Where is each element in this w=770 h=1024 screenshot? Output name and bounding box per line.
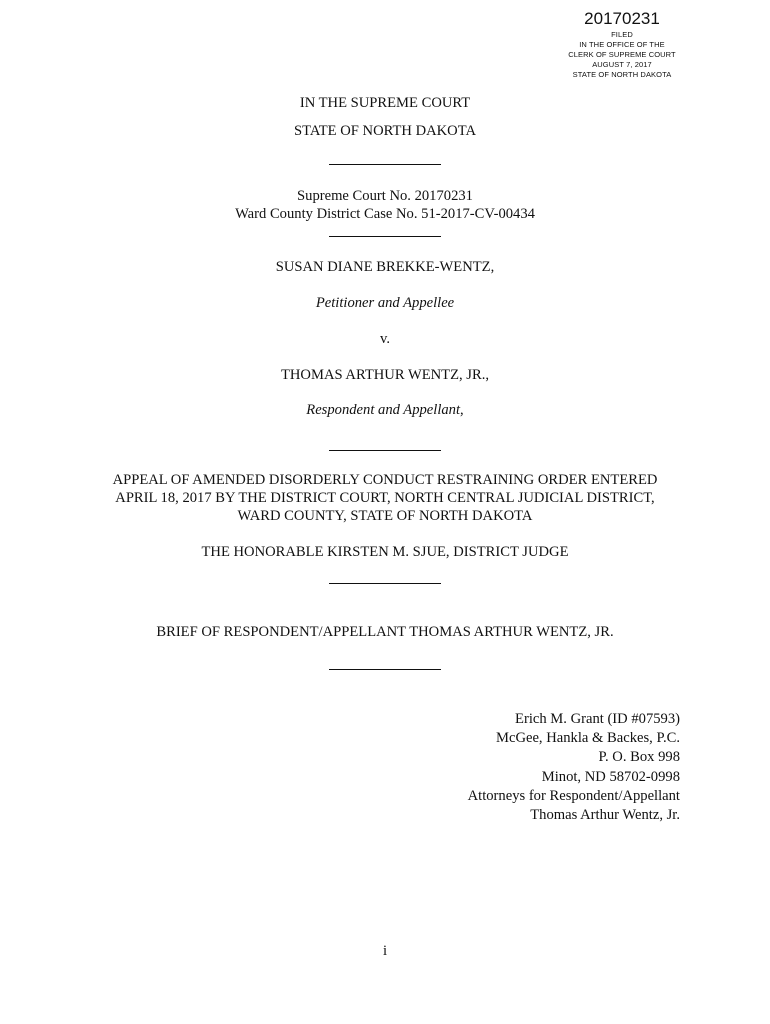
stamp-case-number: 20170231 <box>584 9 660 28</box>
respondent-role-line <box>0 401 770 419</box>
versus: v. <box>380 331 390 347</box>
court-name: IN THE SUPREME COURT <box>299 95 471 111</box>
stamp-date: AUGUST 7, 2017 <box>592 60 652 69</box>
attorney-city: Minot, ND 58702-0998 <box>541 768 680 785</box>
supreme-court-number: Supreme Court No. 20170231 <box>297 188 473 204</box>
appeal-line-2: APRIL 18, 2017 BY THE DISTRICT COURT, NORTH CENTRAL JUDICIAL DISTRICT, <box>115 490 655 506</box>
stamp-filed: FILED <box>611 30 633 39</box>
attorney-po-box: P. O. Box 998 <box>598 749 680 766</box>
attorney-role: Attorneys for Respondent/Appellant <box>467 787 680 804</box>
separator-rule <box>329 583 441 584</box>
separator-rule <box>329 669 441 670</box>
page-number: i <box>382 943 388 959</box>
respondent-role-comma: , <box>460 402 464 418</box>
stamp-office-line: IN THE OFFICE OF THE <box>579 40 665 49</box>
attorney-name: Erich M. Grant (ID #07593) <box>515 711 680 727</box>
petitioner-name: SUSAN DIANE BREKKE-WENTZ, <box>275 259 495 275</box>
brief-title: BRIEF OF RESPONDENT/APPELLANT THOMAS ARTHUR WENTZ, JR. <box>156 624 614 640</box>
separator-rule <box>329 450 441 451</box>
respondent-role: Respondent and Appellant <box>306 402 461 418</box>
attorney-signature-block <box>468 710 680 825</box>
separator-rule <box>329 236 441 237</box>
attorney-firm: McGee, Hankla & Backes, P.C. <box>495 730 680 747</box>
respondent-name: THOMAS ARTHUR WENTZ, JR., <box>280 367 490 383</box>
attorney-client: Thomas Arthur Wentz, Jr. <box>530 807 680 824</box>
appeal-line-3: WARD COUNTY, STATE OF NORTH DAKOTA <box>237 508 533 524</box>
district-case-number: Ward County District Case No. 51-2017-CV-00434 <box>235 206 535 222</box>
separator-rule <box>329 164 441 165</box>
petitioner-role: Petitioner and Appellee <box>315 295 455 311</box>
appeal-line-1: APPEAL OF AMENDED DISORDERLY CONDUCT RESTRAINING ORDER ENTERED <box>112 472 658 488</box>
filing-stamp <box>532 8 712 80</box>
stamp-clerk-line: CLERK OF SUPREME COURT <box>568 50 676 59</box>
judge-line: THE HONORABLE KIRSTEN M. SJUE, DISTRICT JUDGE <box>201 544 569 560</box>
court-state: STATE OF NORTH DAKOTA <box>293 123 477 139</box>
stamp-state: STATE OF NORTH DAKOTA <box>572 70 672 79</box>
